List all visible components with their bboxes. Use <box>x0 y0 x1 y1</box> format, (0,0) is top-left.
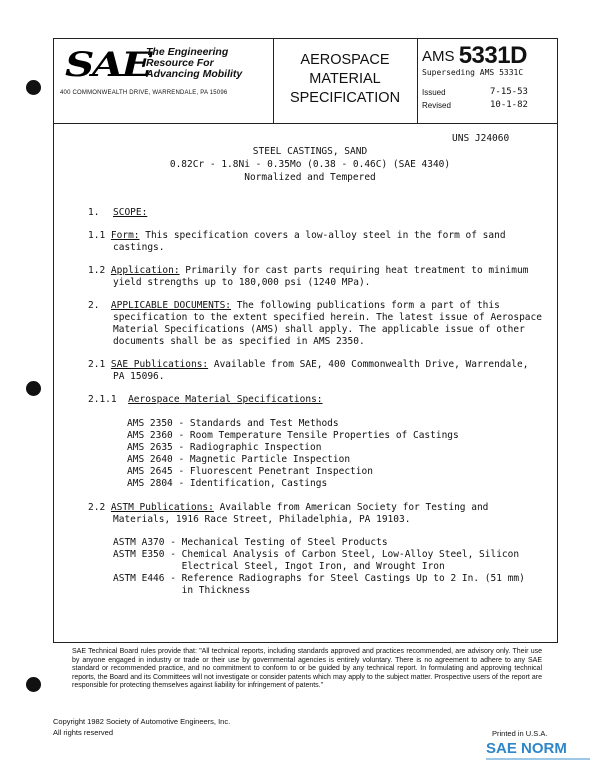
revised-label: Revised <box>422 101 451 110</box>
section-2-line-4: documents shall be as specified in AMS 2350. <box>113 336 365 347</box>
section-2-1: 2.1 SAE Publications: Available from SAE, 400 Commonwealth Drive, Warrendale, <box>88 359 529 370</box>
sae-logo: SAE <box>65 45 151 85</box>
binder-hole-top <box>26 80 41 95</box>
list-item: ASTM E350 - Chemical Analysis of Carbon Steel, Low-Alloy Steel, Silicon <box>113 549 520 560</box>
title-line-3: Normalized and Tempered <box>244 172 376 183</box>
tagline: The Engineering Resource For Advancing Mobility <box>146 46 243 80</box>
list-item: AMS 2804 - Identification, Castings <box>127 478 328 489</box>
publisher-address: 400 COMMONWEALTH DRIVE, WARRENDALE, PA 15096 <box>60 90 228 96</box>
printed-in: Printed in U.S.A. <box>492 729 548 738</box>
sae-norm-watermark: SAE NORM <box>486 740 567 757</box>
section-2-line-2: specification to the extent specified herein. The latest issue of Aerospace <box>113 312 542 323</box>
uns-number: UNS J24060 <box>452 133 510 144</box>
section-2-1-cont: PA 15096. <box>113 371 165 382</box>
issued-label: Issued <box>422 88 446 97</box>
section-2: 2. APPLICABLE DOCUMENTS: The following publications form a part of this <box>88 300 500 311</box>
list-item: in Thickness <box>113 585 251 596</box>
list-item: ASTM E446 - Reference Radiographs for Steel Castings Up to 2 In. (51 mm) <box>113 573 525 584</box>
title-line-2: 0.82Cr - 1.8Ni - 0.35Mo (0.38 - 0.46C) (SAE 4340) <box>169 159 451 170</box>
list-item: AMS 2360 - Room Temperature Tensile Properties of Castings <box>127 430 459 441</box>
section-1-title: SCOPE: <box>113 207 148 218</box>
section-2-line-3: Material Specifications (AMS) shall apply. The applicable issue of other <box>113 324 525 335</box>
header <box>53 38 558 124</box>
section-2-2: 2.2 ASTM Publications: Available from American Society for Testing and <box>88 502 489 513</box>
list-item: AMS 2350 - Standards and Test Methods <box>127 418 339 429</box>
binder-hole-bottom <box>26 677 41 692</box>
section-1-number: 1. <box>88 207 100 218</box>
issued-date: 7-15-53 <box>490 87 528 97</box>
doc-type-block: AEROSPACE MATERIAL SPECIFICATION <box>273 38 418 123</box>
section-1-1: 1.1 Form: This specification covers a low-alloy steel in the form of sand <box>88 230 506 241</box>
title-line-1: STEEL CASTINGS, SAND <box>252 146 368 157</box>
watermark-underline <box>486 758 590 760</box>
list-item: AMS 2635 - Radiographic Inspection <box>127 442 322 453</box>
binder-hole-middle <box>26 381 41 396</box>
list-item: Electrical Steel, Ingot Iron, and Wrought Iron <box>113 561 445 572</box>
section-1-2-cont: yield strengths up to 180,000 psi (1240 MPa). <box>113 277 371 288</box>
section-1-2: 1.2 Application: Primarily for cast parts requiring heat treatment to minimum <box>88 265 529 276</box>
logo-block <box>53 38 274 123</box>
section-2-1-1: 2.1.1 Aerospace Material Specifications: <box>88 394 323 405</box>
list-item: AMS 2640 - Magnetic Particle Inspection <box>127 454 351 465</box>
superseding-note: Superseding AMS 5331C <box>422 68 524 77</box>
section-2-2-cont: Materials, 1916 Race Street, Philadelphia, PA 19103. <box>113 514 411 525</box>
technical-board-disclaimer: SAE Technical Board rules provide that: "All technical reports, including standards approved and practices recommended, are advisory only. Their use by anyone engaged in industry or trade or their use by governmental agencies is entirely voluntary. There is no agreement to adhere to any SAE standard or recommended practice, and no commitment to conform to or be guided by any technical report. In formulating and approving technical reports, the Board and its Committees will not investigate or consider patents which may apply to the subject matter. Prospective users of the report are responsible for protecting themselves against liability for infringement of patents." <box>72 648 542 690</box>
list-item: ASTM A370 - Mechanical Testing of Steel Products <box>113 537 388 548</box>
list-item: AMS 2645 - Fluorescent Penetrant Inspection <box>127 466 373 477</box>
copyright: Copyright 1982 Society of Automotive Engineers, Inc. <box>53 717 231 726</box>
rights-reserved: All rights reserved <box>53 728 114 737</box>
ams-block <box>418 38 558 123</box>
ams-number: AMS 5331D <box>422 42 527 69</box>
revised-date: 10-1-82 <box>490 100 528 110</box>
section-1-1-cont: castings. <box>113 242 165 253</box>
